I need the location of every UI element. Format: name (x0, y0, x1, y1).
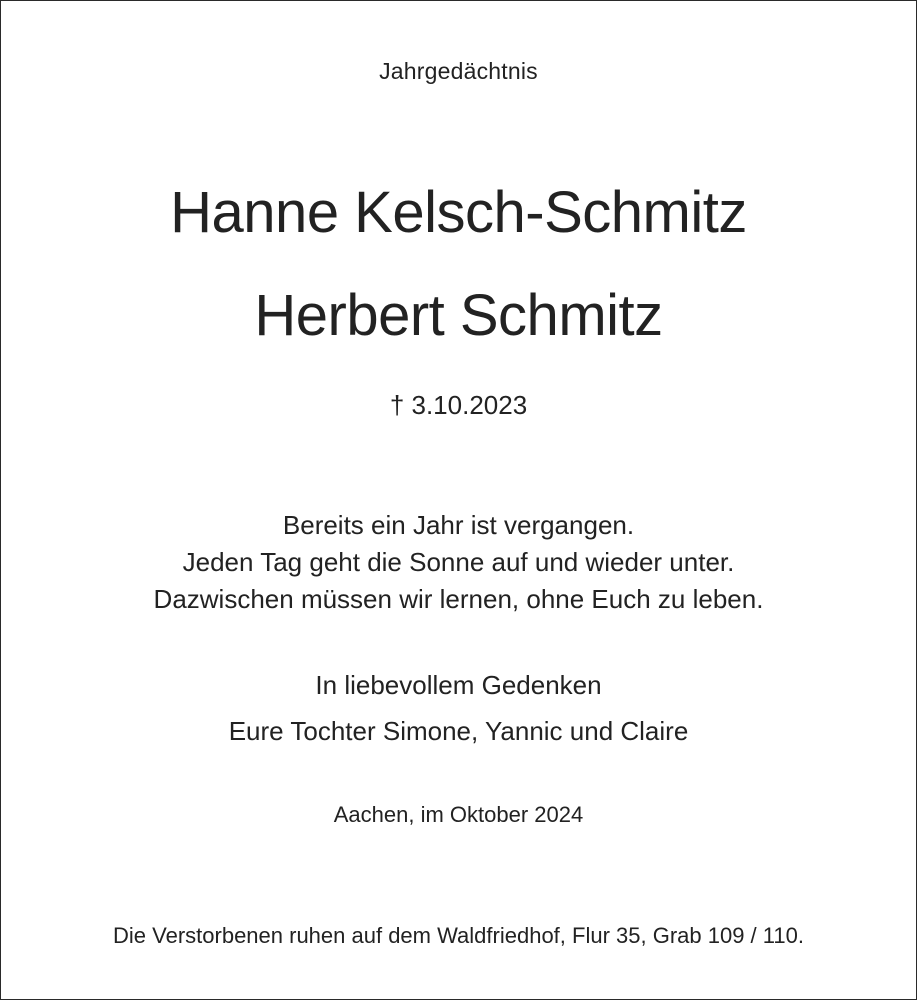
notice-heading: Jahrgedächtnis (379, 58, 538, 84)
deceased-name-2: Herbert Schmitz (254, 283, 663, 348)
deceased-name-1: Hanne Kelsch-Schmitz (170, 180, 747, 245)
poem-line: Jeden Tag geht die Sonne auf und wieder unter. (182, 547, 735, 577)
place-and-date: Aachen, im Oktober 2024 (333, 802, 584, 827)
remembrance-intro: In liebevollem Gedenken (315, 670, 602, 700)
family-signature: Eure Tochter Simone, Yannic und Claire (228, 716, 689, 746)
burial-location: Die Verstorbenen ruhen auf dem Waldfriedhof, Flur 35, Grab 109 / 110. (113, 923, 804, 948)
death-date: † 3.10.2023 (389, 390, 528, 420)
poem-line: Dazwischen müssen wir lernen, ohne Euch zu leben. (153, 584, 764, 614)
poem-line: Bereits ein Jahr ist vergangen. (282, 510, 635, 540)
